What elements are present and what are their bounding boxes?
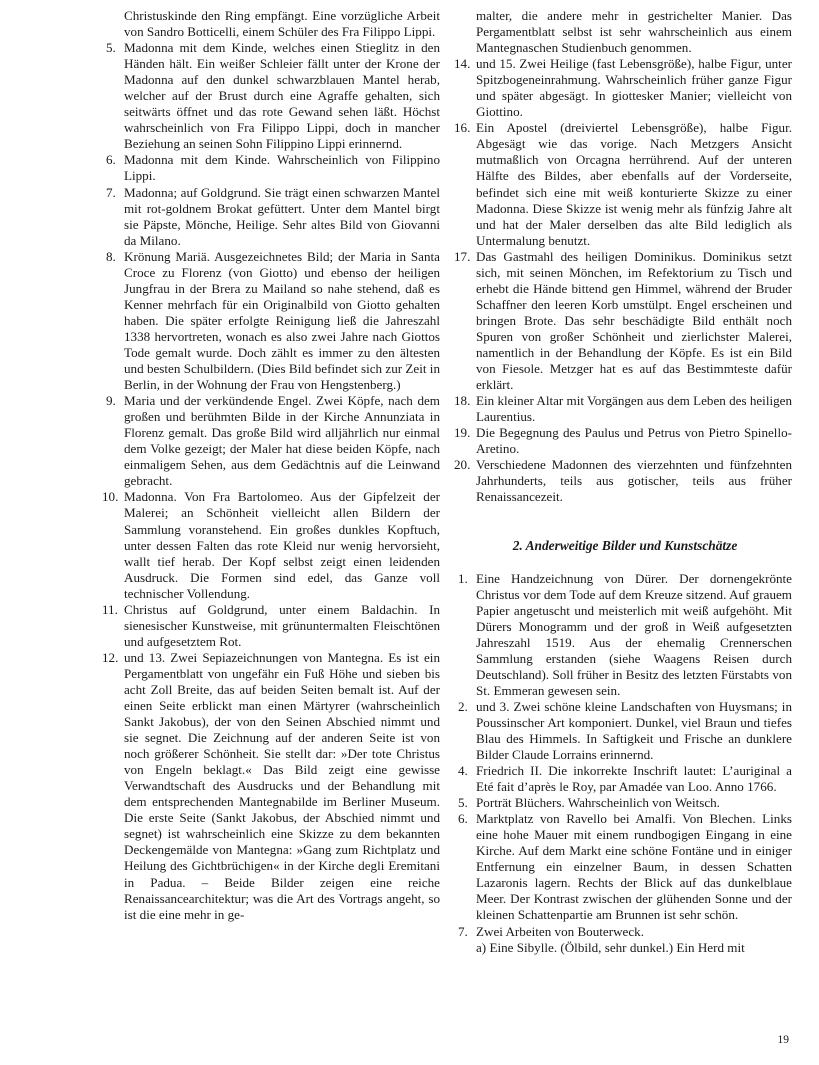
- right-continuation-text: malter, die andere mehr in gestrichelter Manier. Das Pergamentblatt selbst ist sehr wahrscheinlich aus einem Mantegnaschen Studienbuch genommen.: [476, 8, 792, 56]
- entry-text: Maria und der verkündende Engel. Zwei Köpfe, nach dem großen und berühmten Bilde in der Kirche Annunziata in Florenz gemalt. Das große Bild wird alljährlich nur einmal dem Volke gezeigt; der Maler hat diese beiden Köpfe, nach einmaligem Sehen, aus dem Gedächtnis auf die Leinwand gebracht.: [124, 393, 440, 489]
- entry-number: 11.: [102, 601, 118, 617]
- entry-number: 19.: [454, 425, 471, 441]
- entry-text: Ein Apostel (dreiviertel Lebensgröße), halbe Figur. Abgesägt wie das vorige. Nach Metzgers Ansicht mutmaßlich von Orcagna herrührend. Auf der unteren Hälfte des Bildes, aber ebenfalls auf der Vorderseite, befindet sich eine mit weiß konturierte Skizze zu einer Madonna. Diese Skizze ist wenig mehr als fünfzig Jahre alt und hat der Maler derselben das alte Bild lediglich als Untermalung benutzt.: [476, 120, 792, 248]
- entry-number: 1.: [458, 570, 468, 586]
- catalog-entry-11: [102, 601, 440, 650]
- entry-text: und 15. Zwei Heilige (fast Lebensgröße), halbe Figur, unter Spitzbogeneinrahmung. Wahrscheinlich früher ganze Figur und später abgesägt. In giottesker Manier; vielleicht von Giottino.: [476, 56, 792, 120]
- section-heading: 2. Anderweitige Bilder und Kunstschätze: [512, 538, 738, 554]
- section-entry-4: [458, 763, 792, 795]
- entry-text: Friedrich II. Die inkorrekte Inschrift lautet: L’auriginal a Eté fait d’après le Roy, par Amadée van Loo. Anno 1766.: [476, 763, 792, 795]
- catalog-entry-6: [106, 152, 440, 184]
- page-number: 19: [777, 1034, 789, 1046]
- entry-text: Verschiedene Madonnen des vierzehnten und fünfzehnten Jahrhunderts, teils aus gotischer, teils aus früher Renaissancezeit.: [476, 457, 792, 505]
- entry-text: Krönung Mariä. Ausgezeichnetes Bild; der Maria in Santa Croce zu Florenz (von Giotto) und ebenso der heiligen Jungfrau in der Brera zu Mailand so nahe stehend, daß es Kenner mehrfach für ein Originalbild von Giotto gehalten haben. Die später erfolgte Reinigung ließ die Jahreszahl 1338 hervortreten, wonach es also zwei Jahre nach Giottos Tode gemalt wurde. Doch zählt es immer zu den ältesten und besten Schulbildern. (Dies Bild befindet sich zur Zeit in Berlin, in der Wohnung der Frau von Hengstenberg.): [124, 248, 440, 393]
- entry-text: Christus auf Goldgrund, unter einem Baldachin. In sienesischer Kunstweise, mit grünuntermalten Fleischtönen und aufgesetztem Rot.: [124, 601, 440, 649]
- entry-text: Eine Handzeichnung von Dürer. Der dornengekrönte Christus vor dem Tode auf dem Kreuze sitzend. Auf grauem Papier angetuscht und meisterlich mit weiß aufgehöht. Mit Dürers Monogramm und der groß in Weiß aufgesetzten Jahreszahl 1519. Aus der ehemalig Crennerschen Sammlung erstanden (siehe Waagens Reisen durch Deutschland). Soll früher in Besitz des letzten Fürstabts von St. Emmeran gewesen sein.: [476, 570, 792, 698]
- section-sub-entry-a: a) Eine Sibylle. (Ölbild, sehr dunkel.) Ein Herd mit: [476, 939, 745, 955]
- entry-number: 7.: [106, 184, 116, 200]
- entry-number: 8.: [106, 248, 116, 264]
- catalog-entry-20: [454, 457, 792, 505]
- entry-number: 6.: [106, 152, 116, 168]
- section-entry-2-3: [458, 699, 792, 763]
- catalog-entry-17: [454, 248, 792, 393]
- entry-text: Madonna. Von Fra Bartolomeo. Aus der Gipfelzeit der Malerei; an Schönheit vielleicht allen Bildern der Sammlung voranstehend. Ein großes dunkles Kopftuch, unter dessen Falten das rote Kleid nur wenig hervorsieht, wallt tief herab. Der Kopf selbst zeigt einen leidenden Ausdruck. Die Formen sind edel, das Ganze voll technischer Vollendung.: [124, 489, 440, 601]
- entry-number: 4.: [458, 763, 468, 779]
- section-entry-7: [458, 924, 792, 940]
- entry-text: Madonna mit dem Kinde. Wahrscheinlich von Filippino Lippi.: [124, 152, 440, 184]
- left-continuation-text: Christuskinde den Ring empfängt. Eine vorzügliche Arbeit von Sandro Botticelli, einem Schüler des Fra Filippo Lippi.: [124, 8, 440, 40]
- section-entry-1: [458, 571, 792, 699]
- catalog-entry-12-13: [102, 649, 440, 923]
- section-entry-5: [458, 795, 792, 811]
- entry-text: und 13. Zwei Sepiazeichnungen von Mantegna. Es ist ein Pergamentblatt von ungefähr ein Fuß Höhe und sieben bis acht Zoll Breite, das auf beiden Seiten bemalt ist. Auf der einen Seite erblickt man einen Märtyrer (wahrscheinlich Sankt Jakobus), der von den Seinen Abschied nimmt und sie segnet. Die Zeichnung auf der anderen Seite ist von noch größerer Schönheit. Sie stellt dar: »Der tote Christus von Engeln beklagt.« Das Bild zeigt eine gewisse Verwandtschaft des Ausdrucks und der Behandlung mit dem entsprechenden Mantegnabilde im Berliner Museum. Die erste Seite (Sankt Jakobus, der Abschied nimmt und segnet) ist wahrscheinlich eine Skizze zu dem bekannten Deckengemälde von Mantegna: »Gang zum Richtplatz und Heilung des Gichtbrüchigen« in der Kirche degli Eremitani in Padua. – Beide Bilder zeigen eine reiche Renaissancearchitektur; was die Art des Vortrags angeht, so ist die eine mehr in ge-: [124, 649, 440, 922]
- entry-text: und 3. Zwei schöne kleine Landschaften von Huysmans; in Poussinscher Art komponiert. Dunkel, viel Braun und tiefes Blau des Himmels. In Saftigkeit und Frische an dunklere Bilder Claude Lorrains erinnernd.: [476, 698, 792, 763]
- entry-number: 5.: [458, 795, 468, 811]
- entry-number: 20.: [454, 457, 471, 473]
- entry-number: 6.: [458, 811, 468, 827]
- catalog-entry-18: [454, 393, 792, 425]
- entry-number: 14.: [454, 56, 471, 72]
- entry-number: 18.: [454, 393, 471, 409]
- entry-text: Das Gastmahl des heiligen Dominikus. Dominikus setzt sich, mit seinen Mönchen, im Refektorium zu Tisch und erhebt die Hände bittend gen Himmel, während der Bruder Schaffner den leeren Korb umstülpt. Engel erscheinen und bringen Brote. Das sehr beschädigte Bild enthält noch Spuren von großer Schönheit und zierlichster Malerei, namentlich in der Behandlung der Köpfe. Es ist ein Bild von Fiesole. Metzger hat es auf das Bestimmteste dafür erklärt.: [476, 248, 792, 393]
- entry-number: 16.: [454, 120, 471, 136]
- catalog-entry-19: [454, 425, 792, 457]
- section-entry-6: [458, 811, 792, 923]
- catalog-entry-10: [102, 489, 440, 601]
- entry-text: Porträt Blüchers. Wahrscheinlich von Weitsch.: [476, 795, 720, 811]
- entry-number: 2.: [458, 698, 468, 714]
- catalog-entry-16: [454, 120, 792, 248]
- entry-number: 12.: [102, 649, 119, 665]
- catalog-entry-5: [106, 40, 440, 152]
- entry-number: 9.: [106, 393, 116, 409]
- catalog-entry-9: [106, 393, 440, 489]
- entry-number: 10.: [102, 489, 119, 505]
- right-column: [454, 8, 792, 956]
- entry-text: Zwei Arbeiten von Bouterweck.: [476, 923, 644, 939]
- left-column: [102, 8, 440, 923]
- catalog-entry-14-15: [454, 56, 792, 120]
- catalog-entry-7: [106, 185, 440, 249]
- entry-text: Madonna mit dem Kinde, welches einen Stieglitz in den Händen hält. Ein weißer Schleier fällt unter der Krone der Madonna auf den dunkel schwarzblauen Mantel herab, welcher auf der Brust durch eine Agraffe gehalten, sich seitwärts öffnet und das rote Gewand sehen läßt. Höchst wahrscheinlich von Fra Filippo Lippi, doch in mancher Beziehung an seinen Sohn Filippino Lippi erinnernd.: [124, 40, 440, 152]
- entry-text: Die Begegnung des Paulus und Petrus von Pietro Spinello-Aretino.: [476, 425, 792, 457]
- entry-number: 7.: [458, 923, 468, 939]
- entry-text: Madonna; auf Goldgrund. Sie trägt einen schwarzen Mantel mit rot-goldnem Brokat gefüttert. Unter dem Mantel birgt sie Päpste, Mönche, Heilige. Sehr altes Bild von Giovanni da Milano.: [124, 184, 440, 248]
- entry-text: Ein kleiner Altar mit Vorgängen aus dem Leben des heiligen Laurentius.: [476, 393, 792, 425]
- entry-number: 5.: [106, 40, 116, 56]
- entry-text: Marktplatz von Ravello bei Amalfi. Von Blechen. Links eine hohe Mauer mit einem rundbogigen Eingang in eine Kirche. Auf dem Markt eine schöne Fontäne und in einiger Entfernung ein einzelner Baum, in dessen Schatten Lazaronis lagern. Rechts der Blick auf das dunkelblaue Meer. Der Kontrast zwischen der glühenden Sonne und der kleinen Schattenpartie am Brunnen ist sehr schön.: [476, 811, 792, 923]
- catalog-entry-8: [106, 249, 440, 393]
- entry-number: 17.: [454, 248, 471, 264]
